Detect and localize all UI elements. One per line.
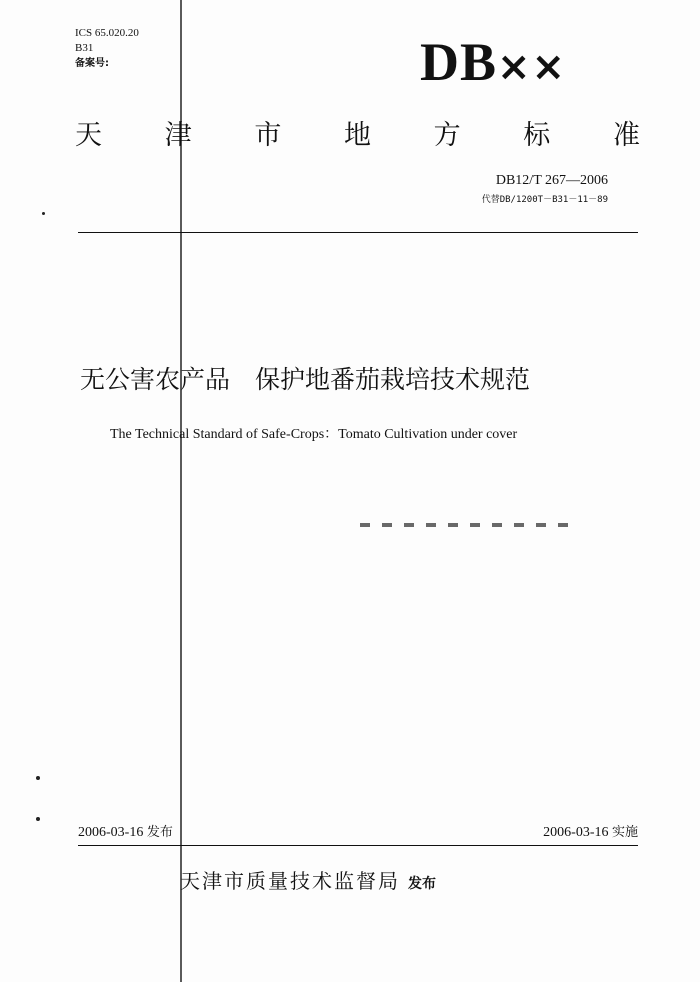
standard-type-char: 标 — [523, 120, 551, 151]
document-title-chinese: 无公害农产品 保护地番茄栽培技术规范 — [80, 365, 531, 394]
replaces-standard: 代替DB/1200T－B31－11－89 — [481, 195, 608, 205]
standard-type-heading — [75, 116, 640, 156]
issuing-authority — [180, 866, 436, 899]
record-number-label: 备案号: — [75, 58, 109, 69]
scan-speck — [36, 776, 40, 780]
implement-label: 实施 — [611, 825, 638, 840]
standard-number: DB12/T 267—2006 — [495, 173, 608, 188]
classification-block — [75, 26, 139, 71]
db-prefix: DB — [420, 32, 498, 92]
issue-date: 2006-03-16 — [78, 825, 144, 840]
class-code: B31 — [75, 42, 94, 54]
standard-type-char: 方 — [433, 120, 461, 151]
standard-type-char: 津 — [164, 120, 192, 151]
db-standard-mark — [420, 32, 566, 97]
bottom-divider — [78, 845, 638, 846]
db-suffix: ×× — [497, 44, 567, 90]
standard-type-char: 市 — [254, 120, 282, 151]
ics-code: ICS 65.020.20 — [75, 27, 139, 39]
scan-speck — [42, 212, 45, 215]
top-divider — [78, 232, 638, 233]
implement-date: 2006-03-16 — [543, 825, 609, 840]
scan-speck — [36, 817, 40, 821]
issue-date-group — [78, 823, 173, 843]
scan-noise-dashes — [360, 523, 572, 527]
implement-date-group — [543, 823, 638, 843]
issuer-name: 天津市质量技术监督局 — [180, 869, 400, 893]
dates-row — [78, 823, 638, 843]
document-title-english: The Technical Standard of Safe-Crops：Tomato Cultivation under cover — [110, 427, 518, 442]
standard-type-char: 地 — [343, 120, 371, 151]
issuer-action: 发布 — [408, 876, 436, 892]
standard-type-char: 准 — [612, 120, 640, 151]
issue-label: 发布 — [146, 825, 173, 840]
standard-type-char: 天 — [75, 120, 102, 151]
